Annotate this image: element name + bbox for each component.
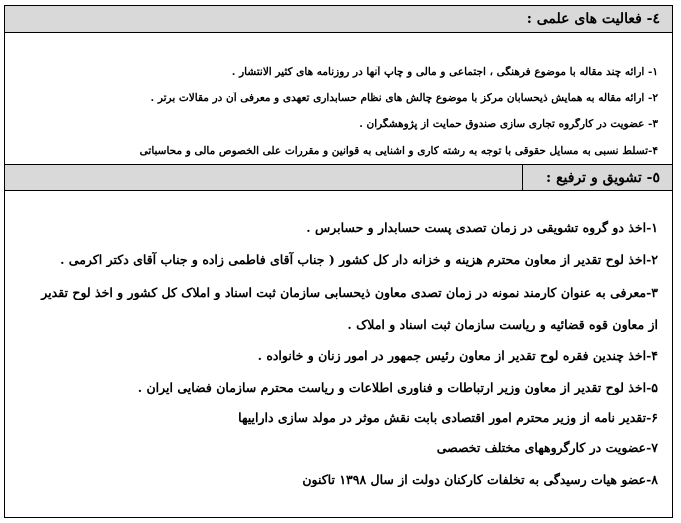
document-table	[4, 5, 673, 518]
section-header-scientific-activities	[5, 6, 672, 33]
list-item: ۸-عضو هیات رسیدگی به تخلفات کارکنان دولت از سال ۱۳۹۸ تاکنون	[302, 472, 658, 487]
section-header-encouragement	[5, 164, 672, 191]
list-item: ۱- ارائه چند مقاله با موضوع فرهنگی ، اجتماعی و مالی و چاپ آنها در روزنامه های کثیر الانتشار .	[231, 66, 658, 78]
list-item: ۱-اخذ دو گروه تشویقی در زمان تصدی پست حسابدار و حسابرس .	[306, 220, 658, 235]
section-header-cell	[522, 165, 672, 190]
list-item: ۲- ارائه مقاله به همایش ذیحسابان مرکز با موضوع چالش های نظام حسابداری تعهدی و معرفی آن در مقالات برتر .	[150, 92, 658, 104]
list-item: ۳- عضویت در کارگروه تجاری سازی صندوق حمایت از پژوهشگران .	[359, 118, 658, 130]
list-item: ۷-عضویت در کارگروههای مختلف تخصصی	[436, 440, 658, 455]
list-item: ۵-اخذ لوح تقدیر از معاون وزیر ارتباطات و فناوری اطلاعات و ریاست محترم سازمان فضایی ایران .	[137, 380, 658, 395]
section-title: ٤- فعالیت های علمی :	[526, 11, 660, 27]
list-item: از معاون قوه قضائیه و ریاست سازمان ثبت اسناد و املاک .	[347, 317, 658, 332]
list-item: ۶-تقدیر نامه از وزیر محترم امور اقتصادی بابت نقش موثر در مولد سازی داراییها	[238, 410, 658, 425]
list-item: ۳-معرفی به عنوان کارمند نمونه در زمان تصدی معاون ذیحسابی سازمان ثبت اسناد و املاک کل کشور و اخذ لوح تقدیر	[41, 285, 658, 300]
list-item: ۲-اخذ لوح تقدیر از معاون محترم هزینه و خزانه دار کل کشور ( جناب آقای فاطمی زاده و جناب آقای دکتر اکرمی .	[60, 252, 658, 267]
list-item: ۴-تسلط نسبی به مسایل حقوقی با توجه به رشته کاری و اشنایی به قوانین و مقررات علی الخصوص مالی و محاسباتی	[139, 145, 658, 157]
list-item: ۴-اخذ چندین فقره لوح تقدیر از معاون رئیس جمهور در امور زنان و خانواده .	[257, 348, 658, 363]
section-title: ٥- تشویق و ترفیع :	[546, 170, 660, 186]
